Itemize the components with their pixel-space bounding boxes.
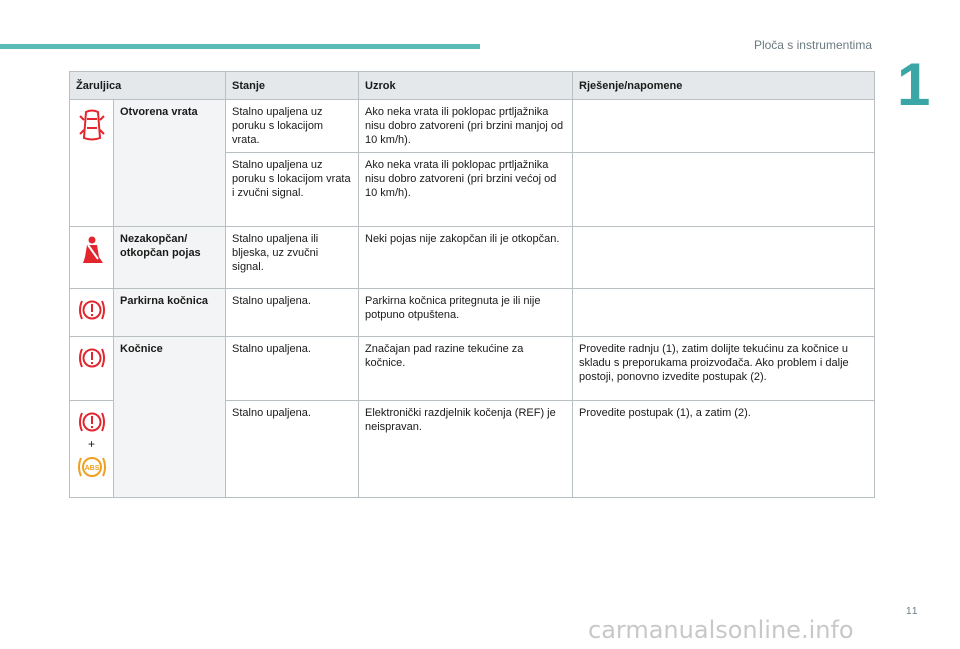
table-row xyxy=(70,337,875,401)
chapter-marker: 1 xyxy=(897,51,931,118)
parking-brake-icon xyxy=(77,297,107,323)
solution-cell xyxy=(573,227,875,289)
plus-sign: + xyxy=(87,437,95,451)
lamp-name: Nezakopčan/ otkopčan pojas xyxy=(114,227,226,289)
page-header-title: Ploča s instrumentima xyxy=(753,38,872,52)
abs-icon xyxy=(76,453,108,481)
table-header-row xyxy=(70,72,875,100)
icon-cell xyxy=(70,289,114,337)
icon-cell xyxy=(70,337,114,401)
state-cell: Stalno upaljena ili bljeska, uz zvučni signal. xyxy=(226,227,359,289)
seatbelt-icon xyxy=(79,235,105,265)
brake-warning-icon xyxy=(77,409,107,435)
header-cause: Uzrok xyxy=(359,72,573,100)
icon-cell xyxy=(70,401,114,498)
state-cell: Stalno upaljena. xyxy=(226,401,359,498)
lamp-name: Kočnice xyxy=(114,337,226,498)
state-cell: Stalno upaljena. xyxy=(226,289,359,337)
solution-cell: Provedite postupak (1), a zatim (2). xyxy=(573,401,875,498)
state-cell: Stalno upaljena uz poruku s lokacijom vrata. xyxy=(226,100,359,153)
cause-cell: Značajan pad razine tekućine za kočnice. xyxy=(359,337,573,401)
cause-cell: Ako neka vrata ili poklopac prtljažnika nisu dobro zatvoreni (pri brzini većoj od 10 km/h). xyxy=(359,153,573,227)
warning-lights-table xyxy=(69,71,875,498)
lamp-name: Parkirna kočnica xyxy=(114,289,226,337)
solution-cell xyxy=(573,100,875,153)
watermark-text: carmanualsonline.info xyxy=(588,616,854,644)
table-row xyxy=(70,289,875,337)
door-open-icon xyxy=(79,108,105,142)
header-solution: Rješenje/napomene xyxy=(573,72,875,100)
header-lamp: Žaruljica xyxy=(70,72,226,100)
cause-cell: Neki pojas nije zakopčan ili je otkopčan. xyxy=(359,227,573,289)
lamp-name: Otvorena vrata xyxy=(114,100,226,227)
icon-cell xyxy=(70,227,114,289)
state-cell: Stalno upaljena. xyxy=(226,337,359,401)
abs-label: ABS xyxy=(84,465,99,472)
table-row xyxy=(70,100,875,153)
table-row xyxy=(70,227,875,289)
cause-cell: Parkirna kočnica pritegnuta je ili nije potpuno otpuštena. xyxy=(359,289,573,337)
header-accent-bar xyxy=(0,44,480,49)
header-state: Stanje xyxy=(226,72,359,100)
solution-cell xyxy=(573,153,875,227)
cause-cell: Elektronički razdjelnik kočenja (REF) je neispravan. xyxy=(359,401,573,498)
solution-cell: Provedite radnju (1), zatim dolijte tekućinu za kočnice u skladu s preporukama proizvođača. Ako problem i dalje postoji, ponovno izvedite postupak (2). xyxy=(573,337,875,401)
icon-cell xyxy=(70,100,114,227)
cause-cell: Ako neka vrata ili poklopac prtljažnika nisu dobro zatvoreni (pri brzini manjoj od 10 km/h). xyxy=(359,100,573,153)
state-cell: Stalno upaljena uz poruku s lokacijom vrata i zvučni signal. xyxy=(226,153,359,227)
solution-cell xyxy=(573,289,875,337)
brake-warning-icon xyxy=(77,345,107,371)
page-number: 11 xyxy=(906,606,919,617)
